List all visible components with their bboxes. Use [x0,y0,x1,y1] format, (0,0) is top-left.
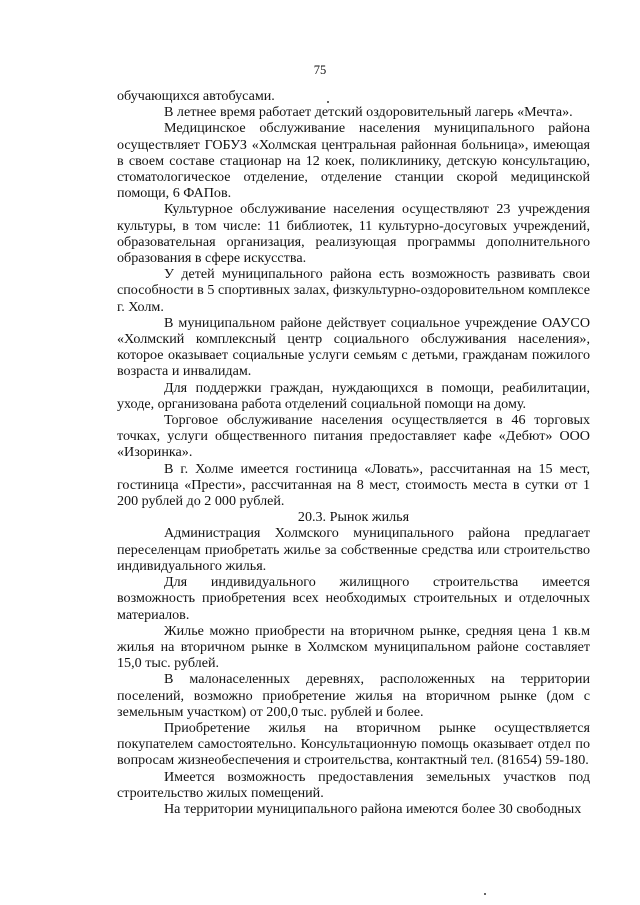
paragraph: Приобретение жилья на вторичном рынке осуществляется покупателем самостоятельно. Консультационную помощь оказывает отдел по вопросам жизнеобеспечения и строительства, контактный тел. (81654) 59-180. [117,719,590,769]
paragraph: Медицинское обслуживание населения муниципального района осуществляет ГОБУЗ «Холмская центральная районная больница», имеющая в своем составе стационар на 12 коек, поликлинику, детскую консультацию, стоматологическое отделение, отделение станции скорой медицинской помощи, 6 ФАПов. [117,120,590,202]
paragraph: В малонаселенных деревнях, расположенных на территории поселений, возможно приобретение жилья на вторичном рынке (дом с земельным участком) от 200,0 тыс. рублей и более. [117,671,590,720]
paragraph: Для поддержки граждан, нуждающихся в помощи, реабилитации, уходе, организована работа отделений социальной помощи на дому. [117,379,590,412]
scan-speck [484,893,486,895]
paragraph: В г. Холме имеется гостиница «Ловать», рассчитанная на 15 мест, гостиница «Прести», рассчитанная на 8 мест, стоимость места в сутки от 1 200 рублей до 2 000 рублей. [117,460,590,510]
page-number: 75 [313,63,327,77]
document-body [117,88,590,817]
paragraph: Администрация Холмского муниципального района предлагает переселенцам приобретать жилье за собственные средства или строительство индивидуального жилья. [117,525,590,574]
paragraph: В муниципальном районе действует социальное учреждение ОАУСО «Холмский комплексный центр социального обслуживания населения», которое оказывает социальные услуги семьям с детьми, гражданам пожилого возраста и инвалидам. [117,314,590,380]
paragraph: Для индивидуального жилищного строительства имеется возможность приобретения всех необходимых строительных и отделочных материалов. [117,574,590,623]
paragraph: Торговое обслуживание населения осуществляется в 46 торговых точках, услуги общественного питания предоставляет кафе «Дебют» ООО «Изоринка». [117,412,590,461]
paragraph: В летнее время работает детский оздоровительный лагерь «Мечта». [164,104,573,121]
scan-speck [327,101,329,103]
paragraph: Жилье можно приобрести на вторичном рынке, средняя цена 1 кв.м жилья на вторичном рынке в Холмском муниципальном районе составляет 15,0 тыс. рублей. [117,622,590,672]
paragraph: Имеется возможность предоставления земельных участков под строительство жилых помещений. [117,768,590,801]
paragraph: На территории муниципального района имеются более 30 свободных [164,800,582,817]
paragraph: Культурное обслуживание населения осуществляют 23 учреждения культуры, в том числе: 11 библиотек, 11 культурно-досуговых учреждений, образовательная организация, реализующая программы дополнительного образования в сфере искусства. [117,201,590,267]
paragraph: обучающихся автобусами. [117,88,275,104]
section-heading: 20.3. Рынок жилья [297,509,410,526]
paragraph: У детей муниципального района есть возможность развивать свои способности в 5 спортивных залах, физкультурно-оздоровительном комплексе г. Холм. [117,266,590,315]
